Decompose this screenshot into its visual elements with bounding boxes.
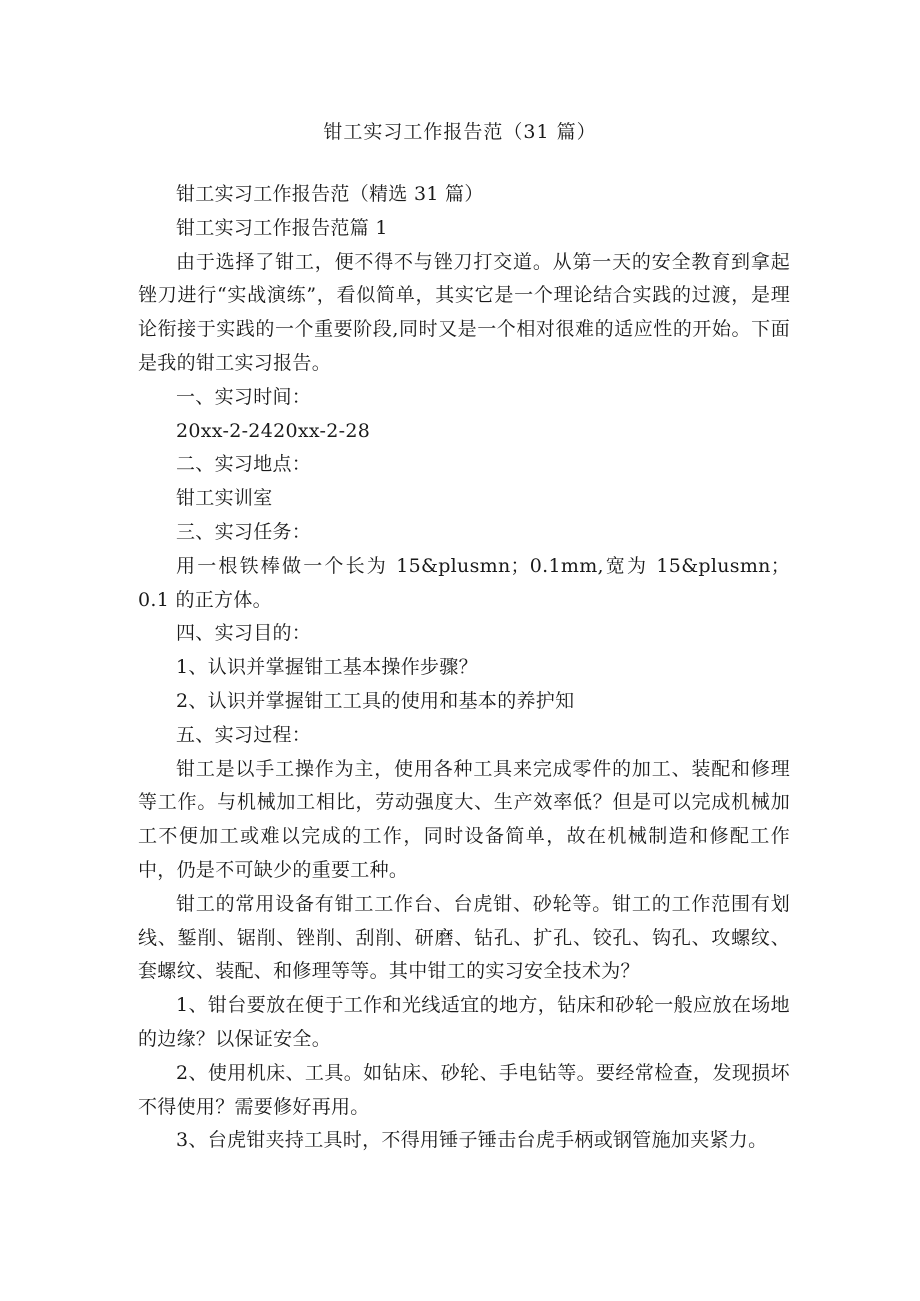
heading-internship-location: 二、实习地点： xyxy=(176,453,312,476)
heading-internship-task: 三、实习任务： xyxy=(176,520,312,543)
purpose-item-2: 2、认识并掌握钳工工具的使用和基本的养护知 xyxy=(176,689,575,712)
value-internship-task: 用一根铁棒做一个长为 15&plusmn；0.1mm,宽为 15&plusmn；0.1 的正方体。 xyxy=(138,554,790,611)
paragraph-intro: 由于选择了钳工，便不得不与锉刀打交道。从第一天的安全教育到拿起锉刀进行“实战演练”，看似简单，其实它是一个理论结合实践的过渡，是理论衔接于实践的一个重要阶段,同时又是一个相对很难的适应性的开始。下面是我的钳工实习报告。 xyxy=(138,250,790,374)
value-internship-location: 钳工实训室 xyxy=(176,487,273,510)
safety-item-2: 2、使用机床、工具。如钻床、砂轮、手电钻等。要经常检查，发现损坏不得使用？需要修好再用。 xyxy=(138,1061,790,1118)
safety-item-3: 3、台虎钳夹持工具时，不得用锤子锤击台虎手柄或钢管施加夹紧力。 xyxy=(176,1129,768,1152)
paragraph-process-description: 钳工是以手工操作为主，使用各种工具来完成零件的加工、装配和修理等工作。与机械加工相比，劳动强度大、生产效率低？但是可以完成机械加工不便加工或难以完成的工作，同时设备简单，故在机械制造和修配工作中，仍是不可缺少的重要工种。 xyxy=(138,757,790,881)
value-internship-time: 20xx-2-2420xx-2-28 xyxy=(176,419,371,442)
safety-item-1: 1、钳台要放在便于工作和光线适宜的地方，钻床和砂轮一般应放在场地的边缘？以保证安全。 xyxy=(138,994,790,1050)
document-body xyxy=(138,178,790,1158)
purpose-item-1: 1、认识并掌握钳工基本操作步骤？ xyxy=(176,656,478,679)
paragraph-equipment: 钳工的常用设备有钳工工作台、台虎钳、砂轮等。钳工的工作范围有划线、錾削、锯削、锉削、刮削、研磨、钻孔、扩孔、铰孔、钩孔、攻螺纹、套螺纹、装配、和修理等等。其中钳工的实习安全技术为？ xyxy=(138,892,790,983)
paragraph-section-heading: 钳工实习工作报告范篇 1 xyxy=(176,216,388,239)
document-title: 钳工实习工作报告范（31 篇） xyxy=(323,121,597,143)
heading-internship-process: 五、实习过程： xyxy=(176,723,312,746)
paragraph-subtitle: 钳工实习工作报告范（精选 31 篇） xyxy=(176,183,484,205)
heading-internship-purpose: 四、实习目的： xyxy=(176,622,312,645)
heading-internship-time: 一、实习时间： xyxy=(176,385,312,408)
